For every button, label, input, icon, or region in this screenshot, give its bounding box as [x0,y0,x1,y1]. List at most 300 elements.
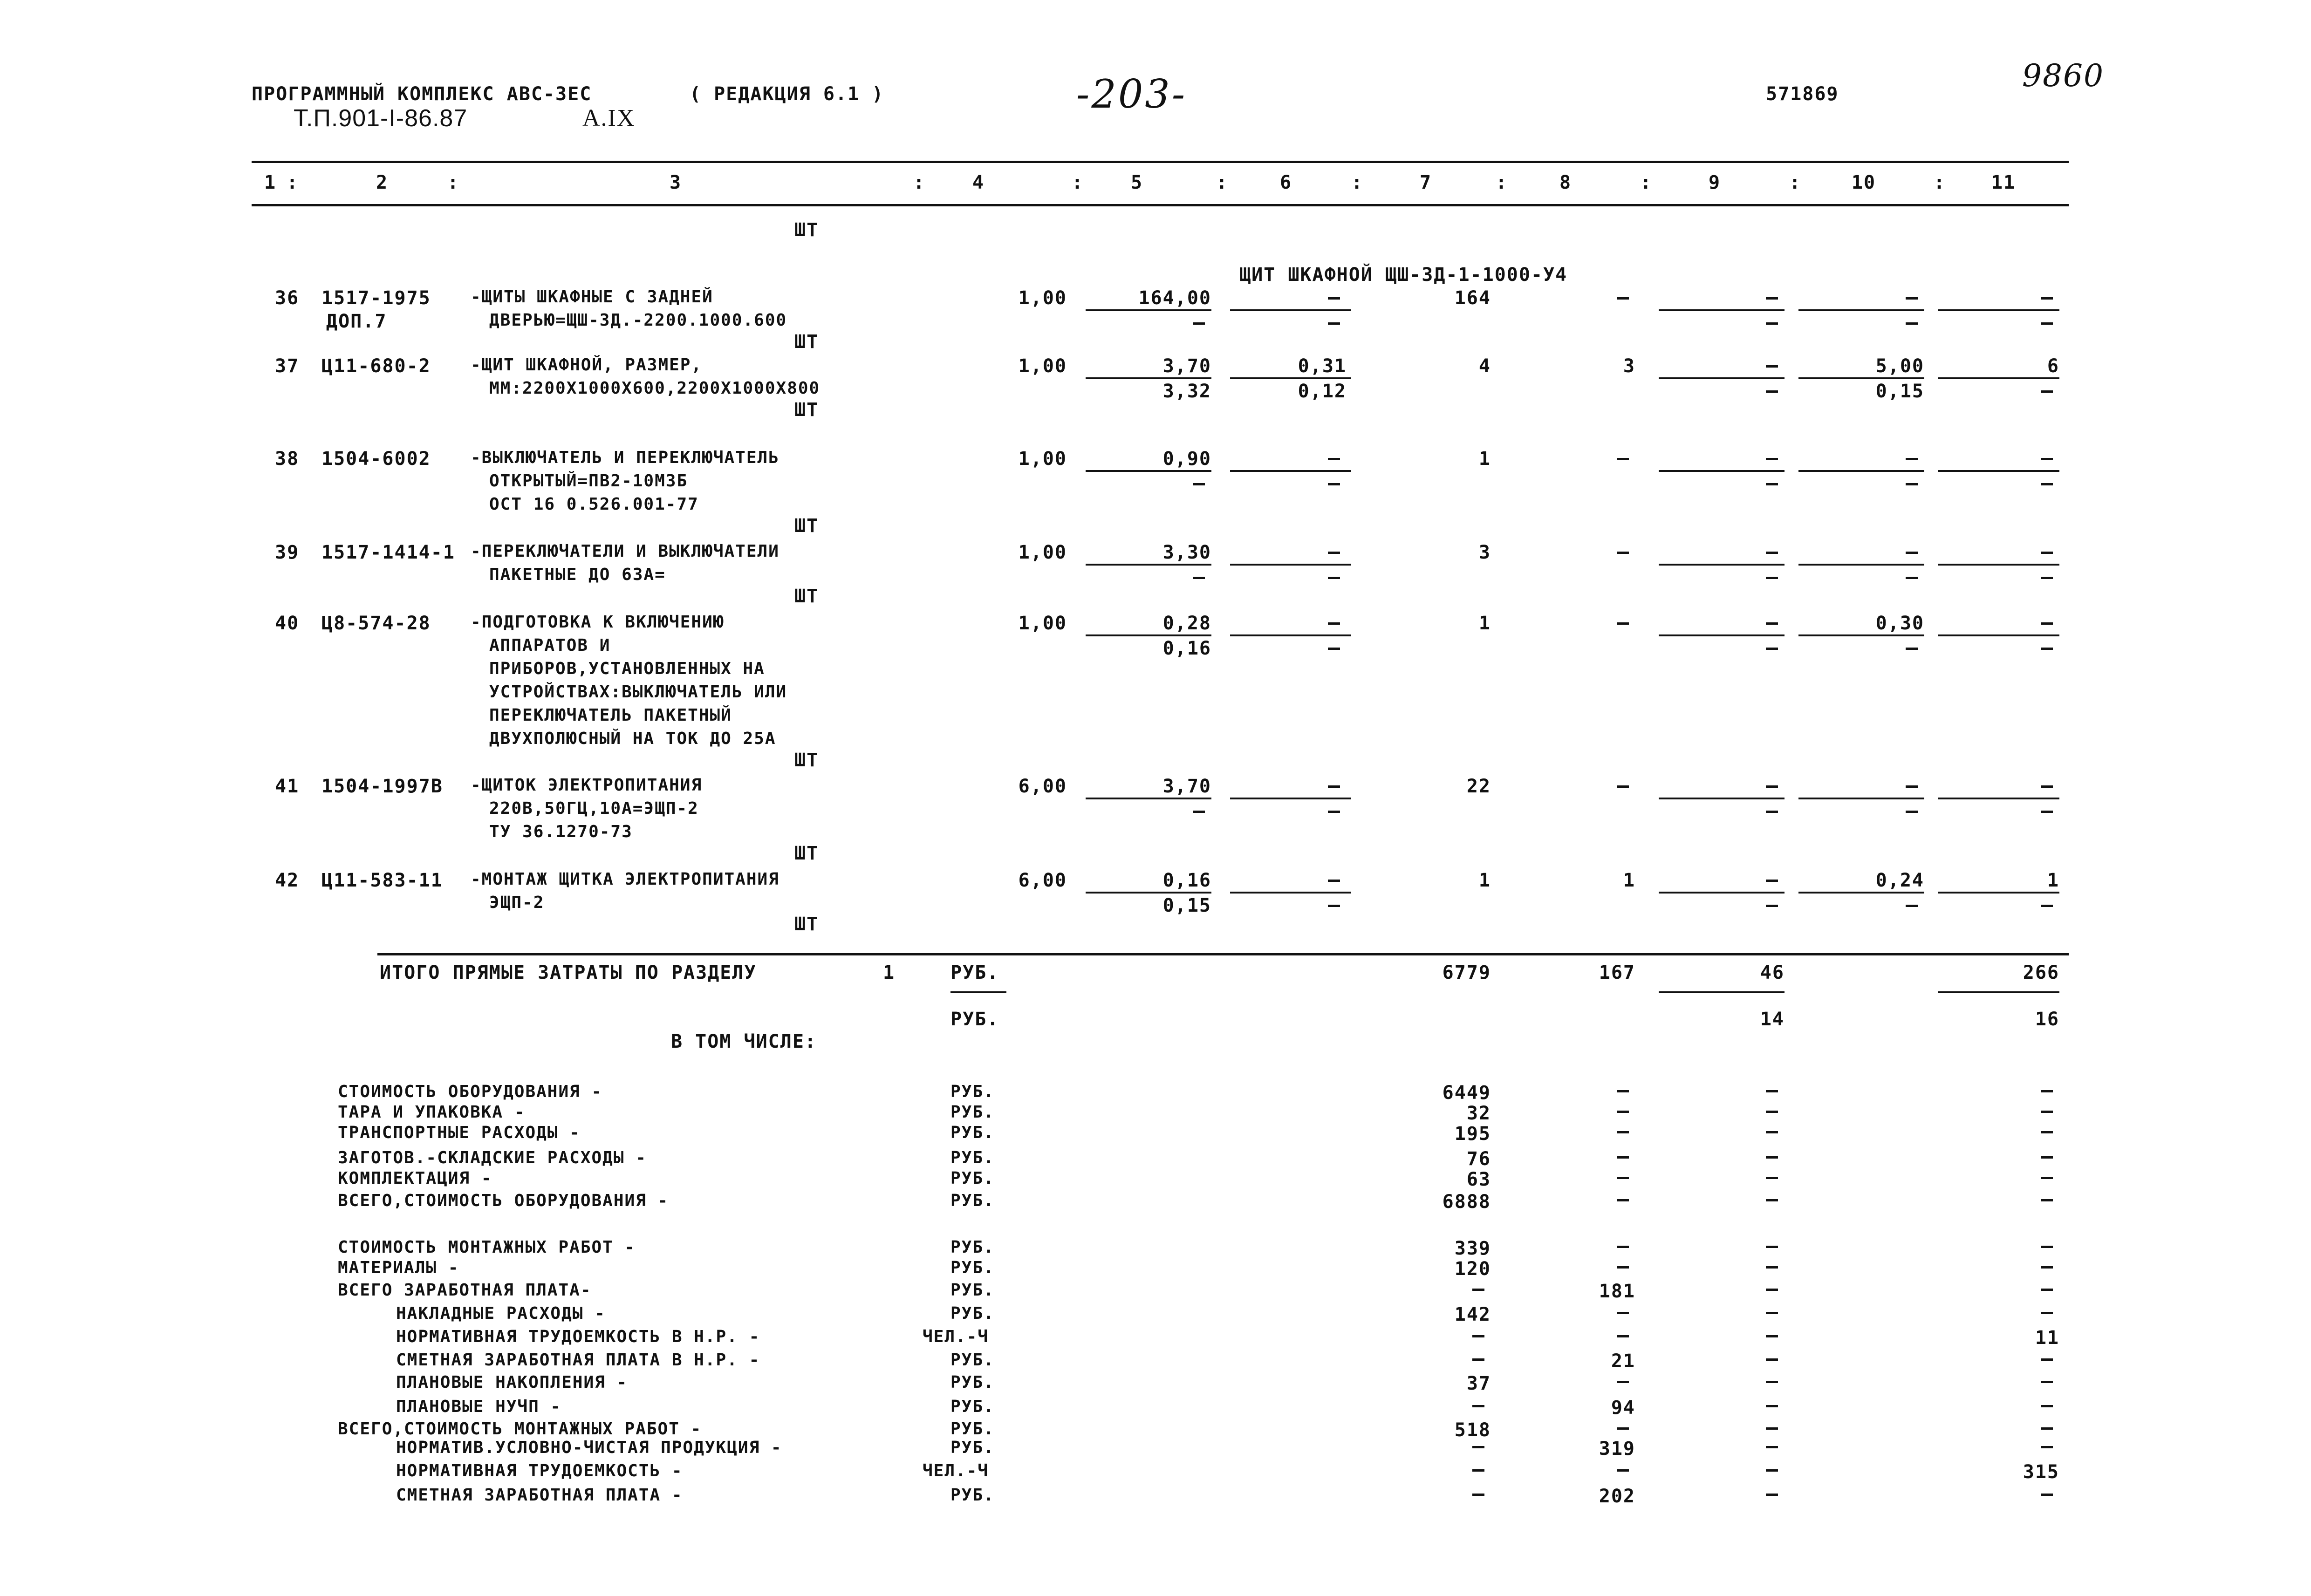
value-underline [1798,798,1924,799]
including-heading: В ТОМ ЧИСЛЕ: [671,1031,817,1052]
summary-dash-c9 [1766,1111,1778,1113]
value-underline [1659,309,1785,311]
value-underline [1798,309,1924,311]
row-value-c4: 1,00 [1018,287,1067,309]
row-unit: ШТ [794,750,819,771]
row-description-line: -ЩИТЫ ШКАФНЫЕ С ЗАДНЕЙ [471,287,713,307]
summary-unit: РУБ. [950,1438,995,1457]
row-value-c11: 6 [2047,355,2059,377]
value-underline [1659,634,1785,636]
summary-dash-c11 [2041,1494,2053,1496]
value-underline [1659,564,1785,566]
summary-dash-c11 [2041,1111,2053,1113]
row-number: 37 [275,355,300,377]
value-underline [1086,309,1211,311]
summary-value-c7: 6888 [1442,1191,1491,1213]
dash-c11b [2041,905,2053,907]
row-value-c7: 164 [1454,287,1491,309]
summary-value-c8: 94 [1611,1397,1635,1419]
dash-c11 [2041,785,2053,788]
row-value-c5: 0,28 [1162,613,1211,634]
summary-dash-c11 [2041,1427,2053,1430]
summary-value-c7: 76 [1466,1148,1491,1170]
dash-c11b [2041,322,2053,325]
summary-dash-c9 [1766,1289,1778,1291]
value-underline [1230,798,1351,799]
row-value-c5b: 0,16 [1162,638,1211,659]
dash-c8 [1617,622,1629,625]
summary-label: ЗАГОТОВ.-СКЛАДСКИЕ РАСХОДЫ - [338,1148,647,1167]
summary-dash-c8 [1617,1335,1629,1337]
total-value-c9: 46 [1760,962,1785,983]
row-description-line: ОСТ 16 0.526.001-77 [489,495,699,514]
row-description-line: АППАРАТОВ И [489,636,611,655]
dash-c9 [1766,785,1778,788]
column-separator: : [287,172,299,193]
column-separator: : [1072,172,1084,193]
summary-dash-c9 [1766,1335,1778,1337]
row-number: 42 [275,870,300,891]
summary-label: МАТЕРИАЛЫ - [338,1258,459,1277]
row-value-c5: 3,70 [1162,355,1211,377]
summary-unit: РУБ. [950,1281,995,1300]
row-value-c4: 1,00 [1018,613,1067,634]
summary-dash-c8 [1617,1199,1629,1201]
dash-c10b [1906,905,1918,907]
row-value-c4: 6,00 [1018,870,1067,891]
summary-dash-c8 [1617,1156,1629,1159]
summary-dash-c8 [1617,1469,1629,1472]
dash-c9b [1766,811,1778,813]
value-underline [1086,634,1211,636]
summary-value-c7: 142 [1454,1304,1491,1325]
value-underline [1659,798,1785,799]
row-description-line: ДВУХПОЛЮСНЫЙ НА ТОК ДО 25А [489,729,776,748]
summary-dash-c8 [1617,1427,1629,1430]
value-underline [1798,892,1924,893]
value-underline [1230,634,1351,636]
dash-c6b [1328,483,1340,485]
dash-c9 [1766,880,1778,882]
row-value-c5: 0,16 [1162,870,1211,891]
row-value-c7: 3 [1478,542,1491,563]
dash-c9b [1766,577,1778,579]
summary-label: ТРАНСПОРТНЫЕ РАСХОДЫ - [338,1123,581,1142]
row-code-suffix: ДОП.7 [326,311,387,332]
dash-c9 [1766,365,1778,368]
column-separator: : [1640,172,1653,193]
total-value-c7: 6779 [1442,962,1491,983]
row-value-c4: 1,00 [1018,448,1067,470]
dash-c8 [1617,552,1629,554]
total-label: ИТОГО ПРЯМЫЕ ЗАТРАТЫ ПО РАЗДЕЛУ [380,962,757,983]
summary-dash-c8 [1617,1090,1629,1092]
value-underline [1938,377,2059,379]
column-header-1: 1 [264,172,277,193]
summary-value-c7: 339 [1454,1238,1491,1259]
row-description-line: ММ:2200Х1000Х600,2200Х1000Х800 [489,379,820,398]
row-number: 36 [275,287,300,309]
summary-dash-c9 [1766,1199,1778,1201]
column-header-9: 9 [1708,172,1721,193]
row-value-c7: 22 [1466,776,1491,797]
summary-dash-c11 [2041,1446,2053,1448]
dash-c10b [1906,322,1918,325]
summary-dash-c9 [1766,1131,1778,1133]
column-header-10: 10 [1851,172,1876,193]
column-separator: : [1496,172,1508,193]
column-header-5: 5 [1130,172,1143,193]
row-unit: ШТ [794,586,819,607]
dash-c9b [1766,483,1778,485]
summary-dash-c11 [2041,1289,2053,1291]
dash-c11 [2041,297,2053,300]
summary-dash-c9 [1766,1381,1778,1383]
row-value-c10: 0,30 [1875,613,1924,634]
summary-dash-c9 [1766,1090,1778,1092]
row-code: Ц11-583-11 [321,870,443,891]
summary-dash-c11 [2041,1266,2053,1269]
dash-c8 [1617,458,1629,460]
page-number: -203- [1076,71,1187,117]
summary-unit: РУБ. [950,1082,995,1101]
total-value-c8: 167 [1599,962,1635,983]
column-header-2: 2 [376,172,389,193]
dash-c6b [1328,648,1340,650]
summary-label: ПЛАНОВЫЕ НАКОПЛЕНИЯ - [396,1373,628,1392]
summary-dash-c9 [1766,1312,1778,1314]
column-header-11: 11 [1991,172,2016,193]
summary-value-c7: 6449 [1442,1082,1491,1104]
header-rule-top [252,161,2069,163]
value-underline [1086,892,1211,893]
row-description-line: ПЕРЕКЛЮЧАТЕЛЬ ПАКЕТНЫЙ [489,706,732,725]
summary-dash-c11 [2041,1312,2053,1314]
value-underline [1938,892,2059,893]
summary-dash-c8 [1617,1131,1629,1133]
dash-c6 [1328,458,1340,460]
row-value-c7: 1 [1478,613,1491,634]
summary-label: НОРМАТИВНАЯ ТРУДОЕМКОСТЬ - [396,1461,683,1480]
column-separator: : [1351,172,1364,193]
dash-c9b [1766,322,1778,325]
summary-dash-c7 [1472,1446,1484,1448]
dash-c6b [1328,905,1340,907]
row-description-line: ОТКРЫТЫЙ=ПВ2-10М3Б [489,471,688,491]
summary-unit: ЧЕЛ.-Ч [923,1461,989,1480]
row-description-line: ПАКЕТНЫЕ ДО 63А= [489,565,666,584]
row-value-c7: 4 [1478,355,1491,377]
row-number: 38 [275,448,300,470]
summary-label: ТАРА И УПАКОВКА - [338,1103,526,1122]
dash-c10b [1906,811,1918,813]
dash-c11b [2041,648,2053,650]
row-description-line: ДВЕРЬЮ=ЩШ-ЗД.-2200.1000.600 [489,311,787,330]
value-underline [1230,309,1351,311]
total-unit-second: РУБ. [950,1009,999,1030]
dash-c10b [1906,577,1918,579]
summary-unit: РУБ. [950,1486,995,1505]
dash-c9 [1766,458,1778,460]
value-underline [1659,470,1785,472]
total-value-c11: 266 [2023,962,2059,983]
row-code: 1504-6002 [321,448,431,470]
summary-label: НОРМАТИВ.УСЛОВНО-ЧИСТАЯ ПРОДУКЦИЯ - [396,1438,782,1457]
row-unit: ШТ [794,843,819,864]
row-value-c5b: 3,32 [1162,381,1211,402]
summary-dash-c11 [2041,1246,2053,1248]
summary-unit: РУБ. [950,1123,995,1142]
row-value-c8: 1 [1623,870,1635,891]
dash-c8 [1617,785,1629,788]
summary-value-c7: 37 [1466,1373,1491,1394]
row-description-line: -ЩИТОК ЭЛЕКТРОПИТАНИЯ [471,776,703,795]
value-underline [1938,470,2059,472]
summary-unit: РУБ. [950,1238,995,1257]
dash-c10b [1906,483,1918,485]
dash-c11 [2041,622,2053,625]
summary-dash-c8 [1617,1111,1629,1113]
dash-c6 [1328,880,1340,882]
value-underline [1086,377,1211,379]
row-value-c10: 0,24 [1875,870,1924,891]
row-description-line: ТУ 36.1270-73 [489,822,633,841]
row-number: 39 [275,542,300,563]
row-code: 1517-1975 [321,287,431,309]
total-rule [377,953,2069,955]
dash-c6b [1328,811,1340,813]
value-underline [1230,892,1351,893]
summary-unit: РУБ. [950,1419,995,1439]
summary-dash-c9 [1766,1494,1778,1496]
summary-dash-c11 [2041,1405,2053,1407]
summary-dash-c11 [2041,1381,2053,1383]
album-code: А.IX [582,105,636,131]
column-header-7: 7 [1419,172,1432,193]
summary-value-c11: 315 [2023,1461,2059,1483]
row-description-line: УСТРОЙСТВАХ:ВЫКЛЮЧАТЕЛЬ ИЛИ [489,682,787,702]
column-header-3: 3 [669,172,682,193]
summary-value-c7: 120 [1454,1258,1491,1280]
unit-label: ШТ [794,219,819,241]
summary-dash-c7 [1472,1358,1484,1361]
summary-dash-c11 [2041,1090,2053,1092]
row-value-c5: 0,90 [1162,448,1211,470]
summary-dash-c9 [1766,1177,1778,1179]
summary-dash-c8 [1617,1177,1629,1179]
row-value-c8: 3 [1623,355,1635,377]
summary-unit: РУБ. [950,1258,995,1277]
dash-c6 [1328,785,1340,788]
value-underline [1938,634,2059,636]
summary-label: НОРМАТИВНАЯ ТРУДОЕМКОСТЬ В Н.Р. - [396,1327,760,1346]
value-underline [1086,798,1211,799]
summary-label: ВСЕГО,СТОИМОСТЬ ОБОРУДОВАНИЯ - [338,1191,669,1210]
dash-c10 [1906,552,1918,554]
summary-unit: РУБ. [950,1169,995,1188]
summary-dash-c8 [1617,1381,1629,1383]
summary-dash-c7 [1472,1335,1484,1337]
total-value-c9b: 14 [1760,1009,1785,1030]
dash-c10b [1906,648,1918,650]
dash-c10 [1906,297,1918,300]
summary-unit: РУБ. [950,1304,995,1323]
row-value-c5: 164,00 [1138,287,1211,309]
summary-value-c8: 319 [1599,1438,1635,1460]
program-title: ПРОГРАММНЫЙ КОМПЛЕКС АВС-3ЕС [252,83,592,105]
value-underline [1798,470,1924,472]
document-code: 571869 [1766,83,1839,105]
row-value-c5: 3,70 [1162,776,1211,797]
summary-dash-c11 [2041,1358,2053,1361]
value-underline [1230,470,1351,472]
row-value-c5: 3,30 [1162,542,1211,563]
summary-value-c11: 11 [2035,1327,2059,1349]
summary-value-c8: 21 [1611,1350,1635,1372]
dash-c11b [2041,390,2053,393]
summary-value-c7: 32 [1466,1103,1491,1124]
summary-dash-c7 [1472,1494,1484,1496]
column-separator: : [1216,172,1229,193]
summary-dash-c11 [2041,1177,2053,1179]
value-underline [1798,564,1924,566]
dash-c11b [2041,811,2053,813]
value-underline [1938,798,2059,799]
summary-label: СТОИМОСТЬ ОБОРУДОВАНИЯ - [338,1082,603,1101]
summary-unit: РУБ. [950,1350,995,1370]
row-value-c4: 6,00 [1018,776,1067,797]
dash-c10 [1906,785,1918,788]
row-description-line: -ПОДГОТОВКА К ВКЛЮЧЕНИЮ [471,613,725,632]
column-separator: : [1789,172,1802,193]
row-value-c11: 1 [2047,870,2059,891]
row-unit: ШТ [794,914,819,935]
summary-label: ВСЕГО,СТОИМОСТЬ МОНТАЖНЫХ РАБОТ - [338,1419,702,1439]
summary-unit: РУБ. [950,1373,995,1392]
row-value-c7: 1 [1478,870,1491,891]
value-underline [1938,564,2059,566]
row-code: 1504-1997В [321,776,443,797]
row-description-line: -МОНТАЖ ЩИТКА ЭЛЕКТРОПИТАНИЯ [471,870,779,889]
value-underline [1938,309,2059,311]
summary-dash-c7 [1472,1289,1484,1291]
summary-dash-c9 [1766,1405,1778,1407]
summary-unit: РУБ. [950,1191,995,1210]
summary-dash-c7 [1472,1405,1484,1407]
row-value-c5b: 0,15 [1162,895,1211,916]
summary-value-c7: 518 [1454,1419,1491,1441]
edition-label: ( РЕДАКЦИЯ 6.1 ) [690,83,884,105]
row-description-line: ЭЩП-2 [489,893,545,912]
header-rule-bottom [252,204,2069,206]
column-header-8: 8 [1559,172,1572,193]
column-header-4: 4 [972,172,985,193]
row-description-line: 220В,50ГЦ,10А=ЭЩП-2 [489,799,699,818]
project-code: Т.П.901-I-86.87 [294,105,468,132]
dash-c5b [1193,483,1205,485]
summary-label: ПЛАНОВЫЕ НУЧП - [396,1397,562,1416]
dash-c5b [1193,811,1205,813]
row-description-line: ПРИБОРОВ,УСТАНОВЛЕННЫХ НА [489,659,765,678]
row-number: 40 [275,613,300,634]
summary-dash-c9 [1766,1469,1778,1472]
summary-label: НАКЛАДНЫЕ РАСХОДЫ - [396,1304,606,1323]
summary-label: ВСЕГО ЗАРАБОТНАЯ ПЛАТА- [338,1281,592,1300]
column-separator: : [1934,172,1946,193]
summary-unit: РУБ. [950,1148,995,1167]
row-description-line: -ЩИТ ШКАФНОЙ, РАЗМЕР, [471,355,703,375]
summary-label: КОМПЛЕКТАЦИЯ - [338,1169,492,1188]
summary-unit: РУБ. [950,1397,995,1416]
value-underline [1086,470,1211,472]
summary-value-c8: 202 [1599,1486,1635,1507]
dash-c9 [1766,297,1778,300]
summary-label: СМЕТНАЯ ЗАРАБОТНАЯ ПЛАТА - [396,1486,683,1505]
dash-c11b [2041,577,2053,579]
value-underline [1086,564,1211,566]
dash-c6 [1328,297,1340,300]
row-value-c6b: 0,12 [1298,381,1347,402]
column-separator: : [913,172,926,193]
summary-dash-c9 [1766,1446,1778,1448]
summary-unit: ЧЕЛ.-Ч [923,1327,989,1346]
row-code: Ц11-680-2 [321,355,431,377]
summary-label: СМЕТНАЯ ЗАРАБОТНАЯ ПЛАТА В Н.Р. - [396,1350,760,1370]
value-underline [1798,634,1924,636]
value-underline [1659,892,1785,893]
row-value-c7: 1 [1478,448,1491,470]
row-description-line: -ВЫКЛЮЧАТЕЛЬ И ПЕРЕКЛЮЧАТЕЛЬ [471,448,779,467]
summary-dash-c8 [1617,1266,1629,1269]
value-underline [1230,564,1351,566]
summary-dash-c8 [1617,1246,1629,1248]
dash-c6b [1328,577,1340,579]
dash-c9b [1766,390,1778,393]
summary-dash-c7 [1472,1469,1484,1472]
dash-c11 [2041,458,2053,460]
value-underline [1230,377,1351,379]
dash-c6 [1328,552,1340,554]
summary-label: СТОИМОСТЬ МОНТАЖНЫХ РАБОТ - [338,1238,636,1257]
summary-dash-c9 [1766,1156,1778,1159]
summary-dash-c9 [1766,1427,1778,1430]
summary-dash-c11 [2041,1156,2053,1159]
total-unit: РУБ. [950,962,999,983]
row-value-c4: 1,00 [1018,355,1067,377]
summary-dash-c9 [1766,1358,1778,1361]
row-unit: ШТ [794,399,819,421]
row-unit: ШТ [794,515,819,537]
summary-dash-c8 [1617,1312,1629,1314]
total-underline-c11 [1938,991,2059,993]
dash-c9 [1766,552,1778,554]
total-section-number: 1 [883,962,896,983]
row-code: 1517-1414-1 [321,542,455,563]
dash-c10 [1906,458,1918,460]
total-value-c11b: 16 [2035,1009,2059,1030]
summary-dash-c9 [1766,1246,1778,1248]
handwritten-stamp: 9860 [2022,58,2104,94]
value-underline [1798,377,1924,379]
row-value-c10: 5,00 [1875,355,1924,377]
row-value-c6: 0,31 [1298,355,1347,377]
dash-c9b [1766,905,1778,907]
group-heading: ЩИТ ШКАФНОЙ ЩШ-ЗД-1-1000-У4 [1239,264,1568,286]
total-unit-underline [950,991,1006,993]
column-header-6: 6 [1279,172,1292,193]
row-unit: ШТ [794,331,819,353]
summary-value-c7: 195 [1454,1123,1491,1145]
